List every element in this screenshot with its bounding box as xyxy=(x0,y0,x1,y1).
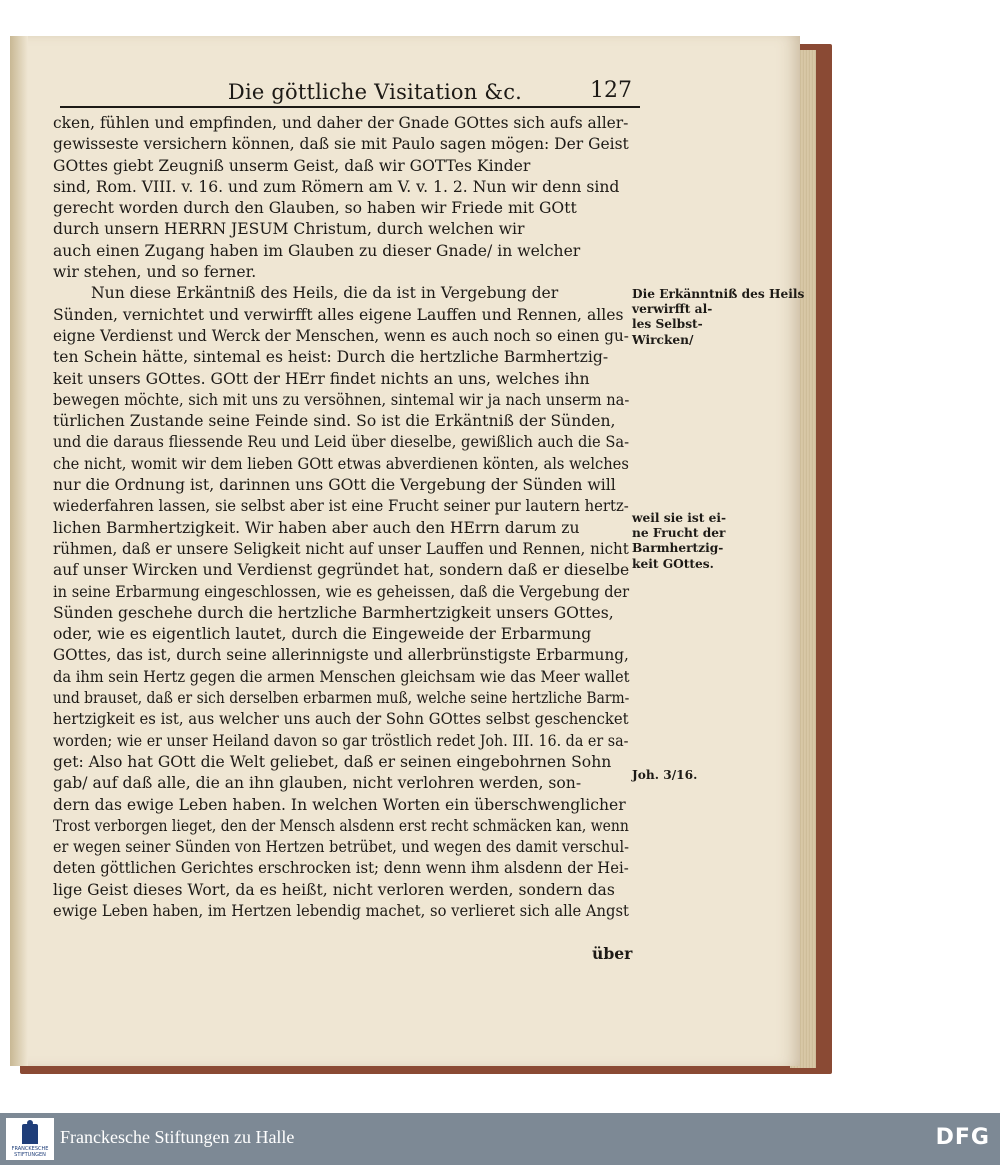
text-line: Trost verborgen lieget, den der Mensch alsdenn erst recht schmäcken kan, wenn xyxy=(53,816,629,835)
margin-note-line: Joh. 3/16. xyxy=(632,768,698,782)
text-line: gab/ auf daß alle, die an ihn glauben, nicht verlohren werden, son- xyxy=(53,774,582,793)
margin-note-line: weil sie ist ei- xyxy=(632,511,727,525)
text-line: gerecht worden durch den Glauben, so haben wir Friede mit GOtt xyxy=(53,199,577,218)
text-line: wir stehen, und so ferner. xyxy=(53,263,257,282)
margin-note xyxy=(632,287,804,348)
text-line: nur die Ordnung ist, darinnen uns GOtt die Vergebung der Sünden will xyxy=(53,476,616,495)
text-line: und die daraus fliessende Reu und Leid über dieselbe, gewißlich auch die Sa- xyxy=(53,433,630,452)
margin-note xyxy=(632,768,697,783)
paragraph-start-line: Nun diese Erkäntniß des Heils, die da ist in Vergebung der xyxy=(91,284,559,303)
text-line: Sünden geschehe durch die hertzliche Barmhertzigkeit unsers GOttes, xyxy=(53,603,614,622)
margin-note-line: les Selbst- xyxy=(632,317,703,332)
text-line: sind, Rom. VIII. v. 16. und zum Römern am V. v. 1. 2. Nun wir denn sind xyxy=(53,177,620,196)
margin-note xyxy=(632,511,726,572)
text-line: che nicht, womit wir dem lieben GOtt etwas abverdienen könten, als welches xyxy=(53,454,629,473)
margin-note-line: ne Frucht der xyxy=(632,526,726,541)
text-line: get: Also hat GOtt die Welt geliebet, daß er seinen eingebohrnen Sohn xyxy=(53,752,612,771)
text-line: lige Geist dieses Wort, da es heißt, nicht verloren werden, sondern das xyxy=(53,880,615,899)
text-line: GOttes giebt Zeugniß unserm Geist, daß wir GOTTes Kinder xyxy=(53,156,531,175)
margin-note-line: keit GOttes. xyxy=(632,556,714,571)
text-line: und brauset, daß er sich derselben erbarmen muß, welche seine hertzliche Barm- xyxy=(53,689,630,708)
margin-note-line: Die Erkänntniß des Heils xyxy=(632,287,805,301)
franckesche-logo[interactable] xyxy=(6,1118,54,1160)
text-line: wiederfahren lassen, sie selbst aber ist eine Frucht seiner pur lautern hertz- xyxy=(53,497,629,516)
text-line: in seine Erbarmung eingeschlossen, wie es geheissen, daß die Vergebung der xyxy=(53,582,630,601)
body-text xyxy=(53,113,629,922)
text-line: Sünden, vernichtet und verwirfft alles eigene Lauffen und Rennen, alles xyxy=(53,305,624,324)
text-line: rühmen, daß er unsere Seligkeit nicht auf unser Lauffen und Rennen, nicht xyxy=(53,539,629,558)
margin-note-line: Wircken/ xyxy=(632,332,694,347)
text-line: eigne Verdienst und Werck der Menschen, wenn es auch noch so einen gu- xyxy=(53,326,629,345)
text-line: ten Schein hätte, sintemal es heist: Durch die hertzliche Barmhertzig- xyxy=(53,348,609,367)
text-line: gewisseste versichern können, daß sie mit Paulo sagen mögen: Der Geist xyxy=(53,135,629,154)
text-line: hertzigkeit es ist, aus welcher uns auch der Sohn GOttes selbst geschencket xyxy=(53,710,629,729)
text-line: dern das ewige Leben haben. In welchen Worten ein überschwenglicher xyxy=(53,795,626,814)
page-number: 127 xyxy=(590,78,632,103)
margin-note-line: Barmhertzig- xyxy=(632,541,724,556)
text-line: durch unsern HERRN JESUM Christum, durch welchen wir xyxy=(53,220,525,239)
footer-bar xyxy=(0,1113,1000,1165)
logo-text: FRANCKESCHE STIFTUNGEN xyxy=(11,1146,49,1158)
catchword: über xyxy=(592,944,633,963)
text-line: keit unsers GOttes. GOtt der HErr findet nichts an uns, welches ihn xyxy=(53,369,590,388)
text-line: GOttes, das ist, durch seine allerinnigste und allerbrünstigste Erbarmung, xyxy=(53,646,629,665)
building-icon xyxy=(22,1124,38,1144)
text-line: auch einen Zugang haben im Glauben zu dieser Gnade/ in welcher xyxy=(53,241,581,260)
text-line: bewegen möchte, sich mit uns zu versöhnen, sintemal wir ja nach unserm na- xyxy=(53,390,630,409)
running-head xyxy=(60,80,640,108)
text-line: türlichen Zustande seine Feinde sind. So ist die Erkäntniß der Sünden, xyxy=(53,412,616,431)
institution-name[interactable]: Franckesche Stiftungen zu Halle xyxy=(60,1127,295,1147)
text-line: auf unser Wircken und Verdienst gegründet hat, sondern daß er dieselbe xyxy=(53,561,630,580)
text-line: oder, wie es eigentlich lautet, durch die Eingeweide der Erbarmung xyxy=(53,625,592,644)
text-line: worden; wie er unser Heiland davon so gar tröstlich redet Joh. III. 16. da er sa- xyxy=(53,731,629,750)
text-line: er wegen seiner Sünden von Hertzen betrübet, und wegen des damit verschul- xyxy=(53,838,629,857)
margin-note-line: verwirfft al- xyxy=(632,302,713,317)
text-line: cken, fühlen und empfinden, und daher der Gnade GOttes sich aufs aller- xyxy=(53,114,629,132)
text-line: da ihm sein Hertz gegen die armen Menschen gleichsam wie das Meer wallet xyxy=(53,667,630,686)
dfg-logo[interactable]: DFG xyxy=(935,1125,990,1150)
page-gutter xyxy=(10,36,28,1066)
text-line: ewige Leben haben, im Hertzen lebendig machet, so verlieret sich alle Angst xyxy=(53,901,629,920)
text-line: lichen Barmhertzigkeit. Wir haben aber auch den HErrn darum zu xyxy=(53,518,580,537)
running-title: Die göttliche Visitation &c. xyxy=(227,80,523,104)
text-line: deten göttlichen Gerichtes erschrocken ist; denn wenn ihm alsdenn der Hei- xyxy=(53,859,629,878)
